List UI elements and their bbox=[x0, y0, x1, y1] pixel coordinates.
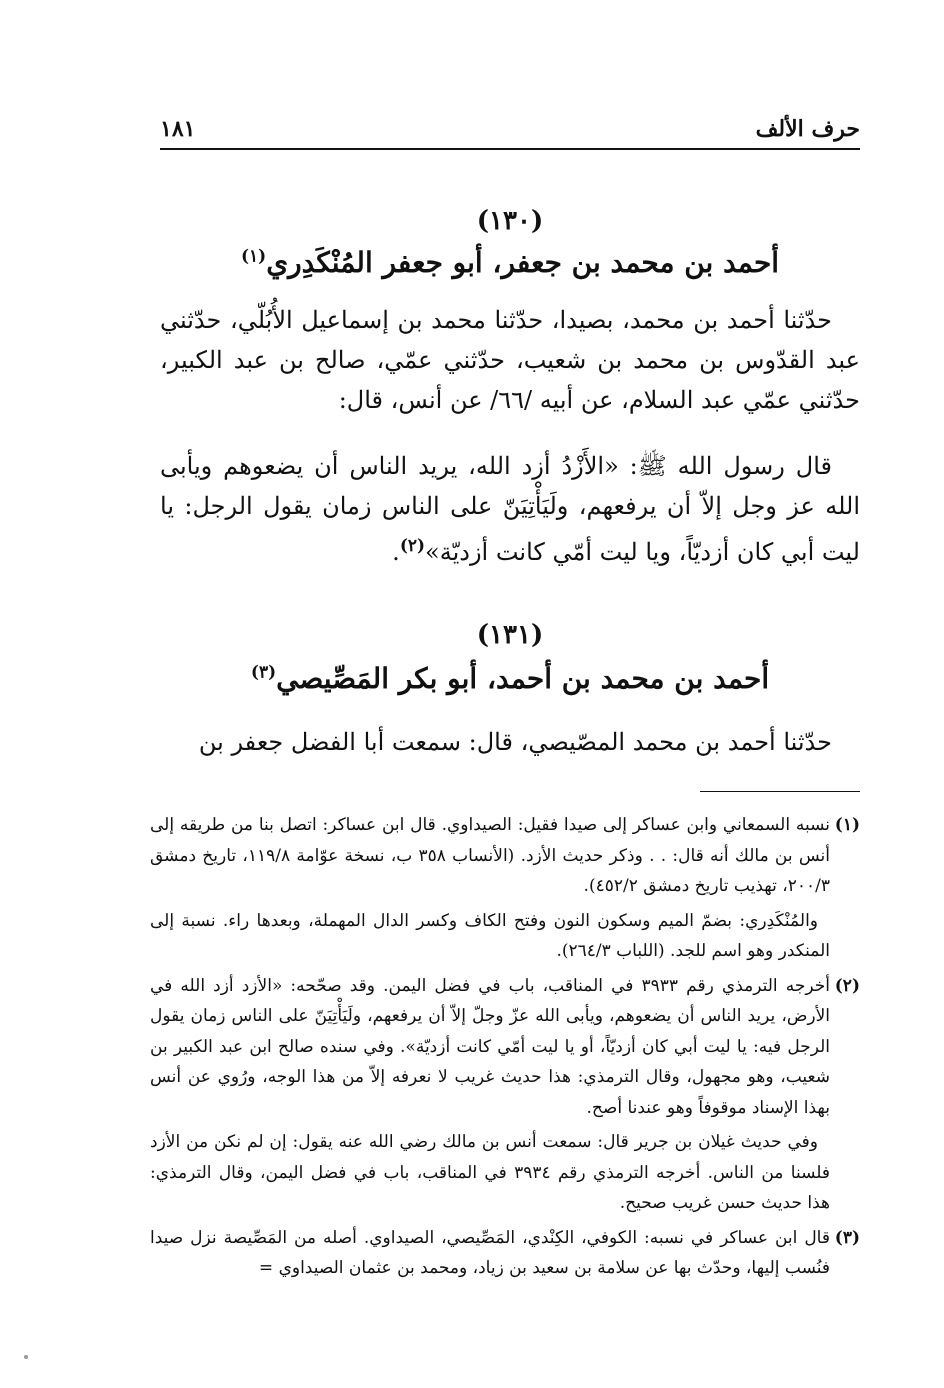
running-header bbox=[160, 112, 860, 152]
entry-title-131 bbox=[160, 662, 860, 695]
isnad-text: حدّثنا أحمد بن محمد المصّيصي، قال: سمعت أبا الفضل جعفر بن bbox=[198, 728, 832, 756]
footnote-3 bbox=[150, 1223, 860, 1284]
footnote-text: نسبه السمعاني وابن عساكر إلى صيدا فقيل: الصيداوي. قال ابن عساكر: اتصل بنا من طريقه إلى أنس بن مالك أنه قال: . . وذكر حديث الأزد. (الأنساب ٣٥٨ ب، نسخة عوّامة ١١٩/٨، تاريخ دمشق ٢٠٠/٣، تهذيب تاريخ دمشق ٤٥٢/٢). bbox=[150, 815, 830, 896]
header-rule bbox=[160, 148, 860, 150]
entry-title-130 bbox=[160, 246, 860, 279]
entry-number-130: (١٣٠) bbox=[476, 206, 544, 236]
footnote-2-continuation: وفي حديث غيلان بن جرير قال: سمعت أنس بن مالك رضي الله عنه يقول: إن لم نكن من الأزد فلسنا من الناس. أخرجه الترمذي رقم ٣٩٣٤ في المناقب، باب في فضل اليمن، وقال الترمذي: هذا حديث حسن غريب صحيح. bbox=[150, 1132, 830, 1213]
footnote-2 bbox=[150, 971, 860, 1124]
running-header-title: حرف الألف bbox=[755, 116, 860, 142]
scan-speck bbox=[24, 1355, 28, 1359]
footnote-text: قال ابن عساكر في نسبه: الكوفي، الكِنْدي، المَصِّيصي، الصيداوي. أصله من المَصِّيصة نزل صيدا فنُسب إليها، وحدّث بها عن سلامة بن سعيد بن زياد، ومحمد بن عثمان الصيداوي = bbox=[150, 1227, 830, 1278]
footnote-number: (٣) bbox=[834, 1227, 860, 1248]
entry-number-131: (١٣١) bbox=[476, 620, 544, 650]
isnad-paragraph-130 bbox=[160, 300, 860, 420]
matn-end: . bbox=[392, 538, 400, 566]
footnote-separator bbox=[700, 791, 860, 792]
footnotes-section bbox=[150, 810, 860, 1288]
isnad-paragraph-131 bbox=[160, 722, 860, 762]
footnote-number: (١) bbox=[834, 815, 860, 835]
entry-title-text: أحمد بن محمد بن جعفر، أبو جعفر المُنْكَدِري bbox=[266, 246, 780, 279]
footnote-marker-2[interactable]: (٢) bbox=[399, 536, 426, 556]
footnote-marker-3[interactable]: (٣) bbox=[250, 662, 277, 683]
footnote-1-continuation: والمُنْكَدِري: بضمّ الميم وسكون النون وفتح الكاف وكسر الدال المهملة، وبعدها راء. نسبة إلى المنكدر وهو اسم للجد. (اللباب ٢٦٤/٣). bbox=[150, 910, 830, 961]
matn-text: قال رسول الله ﷺ: «الأَزْدُ أزد الله، يريد الناس أن يضعوهم ويأبى الله عز وجل إلاّ أن يرفعهم، ولَيَأْتِيَنّ على الناس زمان يقول الرجل: يا ليت أبي كان أزديّاً، ويا ليت أمّي كانت أزديّة» bbox=[160, 452, 860, 566]
footnote-text: أخرجه الترمذي رقم ٣٩٣٣ في المناقب، باب في فضل اليمن. وقد صحّحه: «الأزد أزد الله في الأرض، يريد الناس أن يضعوهم، ويأبى الله عزّ وجلّ إلاّ أن يرفعهم، ولَيَأْتِيَنّ على الناس زمان يقول الرجل فيه: يا ليت أبي كان أزديّاً، أو يا ليت أمّي كانت أزديّة». وفي سنده صالح ابن عبد الكبير بن شعيب، وهو مجهول، وقال الترمذي: هذا حديث غريب لا نعرفه إلاّ من هذا الوجه، ورُوي عن أنس بهذا الإسناد موقوفاً وهو عندنا أصح. bbox=[150, 975, 830, 1118]
page-number: ١٨١ bbox=[160, 116, 196, 142]
entry-title-text: أحمد بن محمد بن أحمد، أبو بكر المَصِّيصي bbox=[276, 662, 770, 695]
footnote-1 bbox=[150, 810, 860, 902]
isnad-text: حدّثنا أحمد بن محمد، بصيدا، حدّثنا محمد بن إسماعيل الأُبُلّي، حدّثني عبد القدّوس بن محمد بن شعيب، حدّثني عمّي، صالح بن عبد الكبير، حدّثني عمّي عبد السلام، عن أبيه /٦٦/ عن أنس، قال: bbox=[160, 306, 860, 414]
matn-paragraph-130 bbox=[160, 446, 860, 572]
footnote-marker-1[interactable]: (١) bbox=[240, 246, 267, 267]
footnote-number: (٢) bbox=[834, 975, 860, 996]
